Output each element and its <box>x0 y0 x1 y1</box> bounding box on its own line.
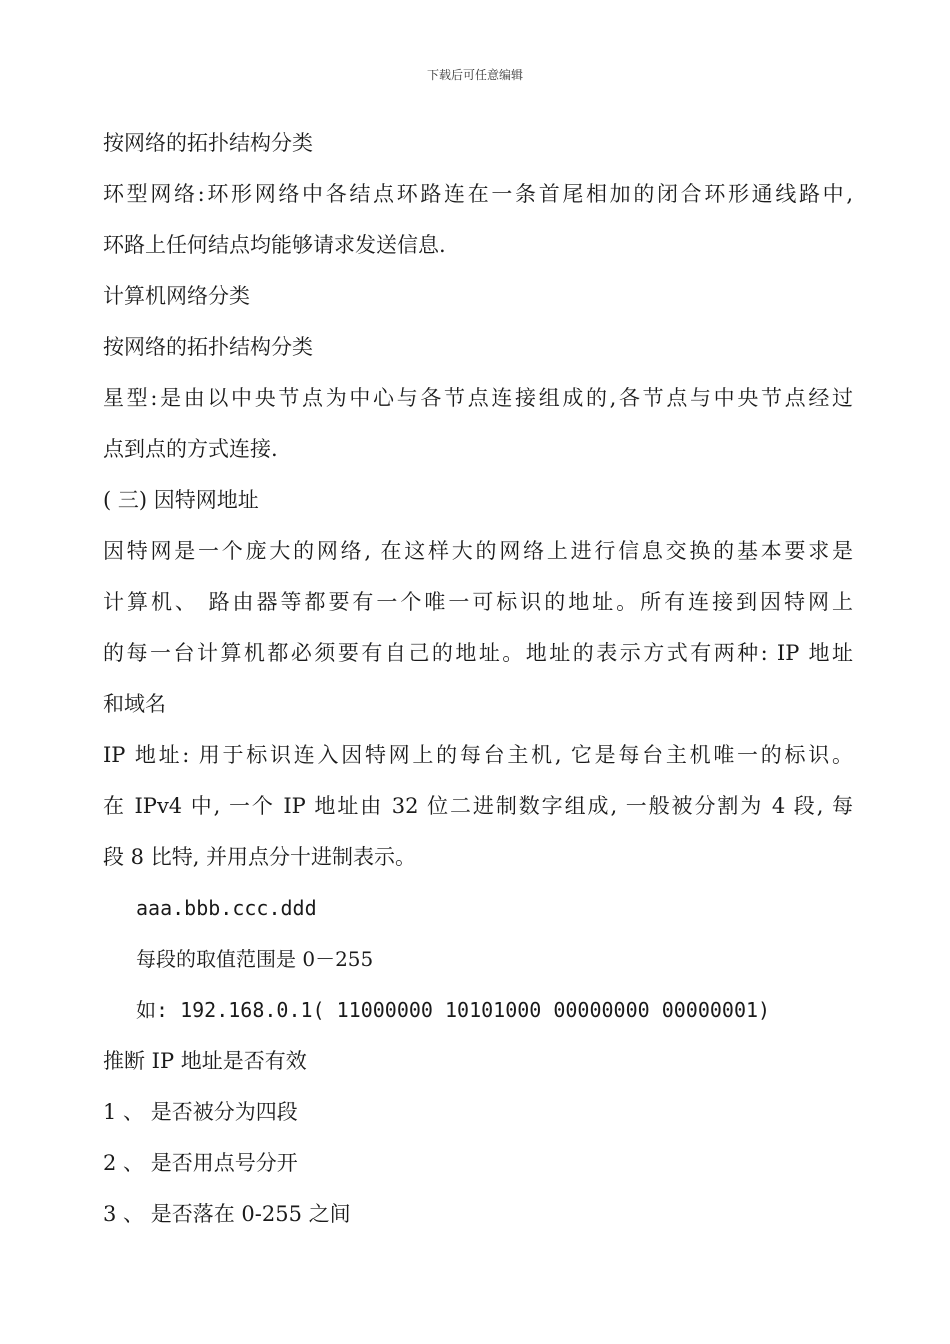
paragraph-line: 计算机网络分类 <box>103 284 250 308</box>
paragraph-line: 因特网是一个庞大的网络, 在这样大的网络上进行信息交换的基本要求是 <box>103 539 853 563</box>
list-item: 2 、 是否用点号分开 <box>103 1151 298 1175</box>
paragraph-line: 推断 IP 地址是否有效 <box>103 1049 307 1073</box>
paragraph-line: IP 地址: 用于标识连入因特网上的每台主机, 它是每台主机唯一的标识。 <box>103 743 853 767</box>
paragraph-line: 环型网络:环形网络中各结点环路连在一条首尾相加的闭合环形通线路中, <box>103 182 853 206</box>
ip-format-example: aaa.bbb.ccc.ddd <box>136 896 317 920</box>
list-item: 1 、 是否被分为四段 <box>103 1100 298 1124</box>
ip-example: 如: 192.168.0.1( 11000000 10101000 00000000 00000001) <box>136 998 771 1022</box>
paragraph-line: 环路上任何结点均能够请求发送信息. <box>103 233 446 257</box>
paragraph-line: 计算机、 路由器等都要有一个唯一可标识的地址。所有连接到因特网上 <box>103 590 853 614</box>
list-item: 3 、 是否落在 0-255 之间 <box>103 1202 351 1226</box>
section-heading: ( 三) 因特网地址 <box>103 488 259 512</box>
paragraph-line: 按网络的拓扑结构分类 <box>103 335 313 359</box>
document-body <box>103 118 853 1240</box>
paragraph-line: 在 IPv4 中, 一个 IP 地址由 32 位二进制数字组成, 一般被分割为 4 段, 每 <box>103 794 853 818</box>
paragraph-line: 星型:是由以中央节点为中心与各节点连接组成的,各节点与中央节点经过 <box>103 386 853 410</box>
paragraph-line: 的每一台计算机都必须要有自己的地址。地址的表示方式有两种: IP 地址 <box>103 641 853 665</box>
ip-range-note: 每段的取值范围是 0－255 <box>136 947 374 971</box>
paragraph-line: 点到点的方式连接. <box>103 437 278 461</box>
header-note: 下载后可任意编辑 <box>426 68 523 82</box>
paragraph-line: 和域名 <box>103 692 166 716</box>
paragraph-line: 按网络的拓扑结构分类 <box>103 131 313 155</box>
paragraph-line: 段 8 比特, 并用点分十进制表示。 <box>103 845 417 869</box>
